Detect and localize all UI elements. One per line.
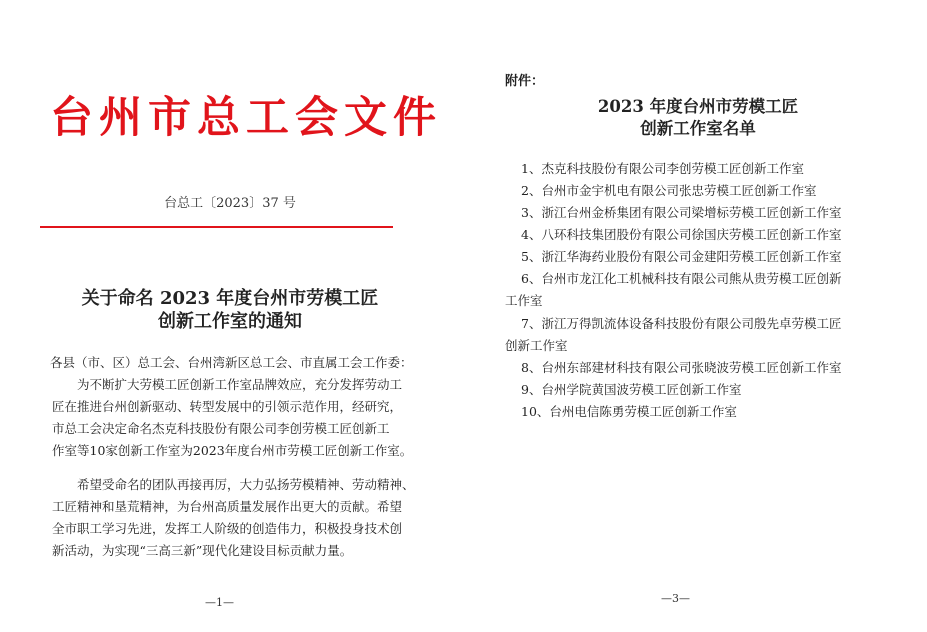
studio-list-item: 3、浙江台州金桥集团有限公司梁增标劳模工匠创新工作室: [521, 205, 842, 220]
studio-list-item: 10、台州电信陈勇劳模工匠创新工作室: [521, 404, 737, 419]
notice-title-line: 创新工作室的通知: [158, 311, 302, 332]
notice-body-line: 市总工会决定命名杰克科技股份有限公司李创劳模工匠创新工: [52, 421, 390, 436]
notice-body-line: 各县（市、区）总工会、台州湾新区总工会、市直属工会工作委：: [50, 355, 413, 370]
page-number: —3—: [661, 592, 690, 605]
right-document-page: [463, 0, 927, 632]
list-title-line: 2023 年度台州市劳模工匠: [597, 97, 799, 116]
red-divider-line: [40, 226, 393, 228]
studio-list-item: 1、杰克科技股份有限公司李创劳模工匠创新工作室: [521, 161, 804, 176]
notice-body-line: 新活动，为实现“三高三新”现代化建设目标贡献力量。: [52, 543, 353, 558]
notice-body-line: 工匠精神和垦荒精神，为台州高质量发展作出更大的贡献。希望: [52, 499, 403, 514]
page-number: —1—: [205, 596, 234, 609]
notice-body-line: 全市职工学习先进，发挥工人阶级的创造伟力，积极投身技术创: [52, 521, 403, 536]
studio-list-item: 8、台州东部建材科技有限公司张晓波劳模工匠创新工作室: [521, 360, 842, 375]
document-number: 台总工〔2023〕37 号: [164, 196, 296, 211]
attachment-label: 附件：: [505, 74, 545, 89]
notice-body-line: 希望受命名的团队再接再厉，大力弘扬劳模精神、劳动精神、: [52, 477, 415, 492]
studio-list-item: 2、台州市金宇机电有限公司张忠劳模工匠创新工作室: [521, 183, 817, 198]
studio-list-item: 7、浙江万得凯流体设备科技股份有限公司殷先卓劳模工匠: [521, 316, 842, 331]
studio-list-item-continuation: 工作室: [505, 293, 543, 308]
studio-list-item: 9、台州学院黄国波劳模工匠创新工作室: [521, 382, 742, 397]
studio-list-item-continuation: 创新工作室: [505, 338, 568, 353]
left-document-page: [0, 0, 460, 632]
studio-list-item: 6、台州市龙江化工机械科技有限公司熊从贵劳模工匠创新: [521, 271, 842, 286]
notice-body-line: 匠在推进台州创新驱动、转型发展中的引领示范作用，经研究，: [52, 399, 403, 414]
studio-list-item: 5、浙江华海药业股份有限公司金建阳劳模工匠创新工作室: [521, 249, 842, 264]
document-header-title: 台州市总工会文件: [50, 93, 442, 143]
notice-body-line: 作室等10家创新工作室为2023年度台州市劳模工匠创新工作室。: [52, 443, 413, 458]
notice-title-line: 关于命名 2023 年度台州市劳模工匠: [81, 288, 379, 309]
notice-body-line: 为不断扩大劳模工匠创新工作室品牌效应，充分发挥劳动工: [52, 377, 403, 392]
studio-list-item: 4、八环科技集团股份有限公司徐国庆劳模工匠创新工作室: [521, 227, 842, 242]
list-title-line: 创新工作室名单: [640, 119, 756, 138]
